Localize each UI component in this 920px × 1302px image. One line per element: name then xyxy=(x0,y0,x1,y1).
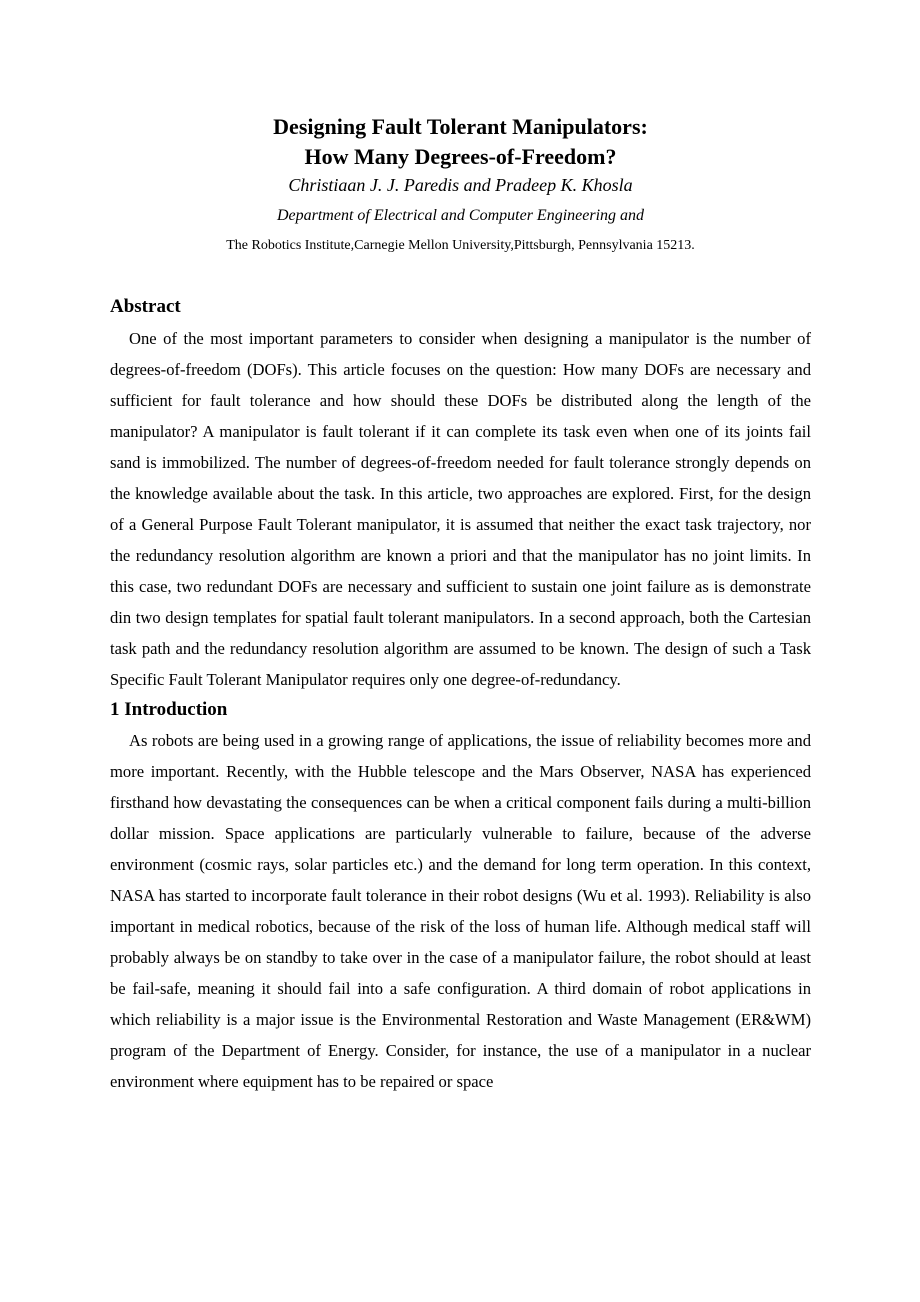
institution-line: The Robotics Institute,Carnegie Mellon University,Pittsburgh, Pennsylvania 15213. xyxy=(226,238,695,253)
title-line-2: How Many Degrees-of-Freedom? xyxy=(304,144,617,169)
title-line-1: Designing Fault Tolerant Manipulators: xyxy=(273,114,648,139)
department-line: Department of Electrical and Computer Engineering and xyxy=(276,207,645,224)
authors-line: Christiaan J. J. Paredis and Pradeep K. Khosla xyxy=(288,175,633,195)
introduction-heading: 1 Introduction xyxy=(110,699,228,720)
abstract-heading: Abstract xyxy=(110,296,181,317)
paper-title xyxy=(110,112,811,172)
page-content xyxy=(110,112,811,1097)
abstract-body: One of the most important parameters to consider when designing a manipulator is the number of degrees-of-freedom (DOFs). This article focuses on the question: How many DOFs are necessary and sufficient for fault tolerance and how should these DOFs be distributed along the length of the manipulator? A manipulator is fault tolerant if it can complete its task even when one of its joints fail sand is immobilized. The number of degrees-of-freedom needed for fault tolerance strongly depends on the knowledge available about the task. In this article, two approaches are explored. First, for the design of a General Purpose Fault Tolerant manipulator, it is assumed that neither the exact task trajectory, nor the redundancy resolution algorithm are known a priori and that the manipulator has no joint limits. In this case, two redundant DOFs are necessary and sufficient to sustain one joint failure as is demonstrate din two design templates for spatial fault tolerant manipulators. In a second approach, both the Cartesian task path and the redundancy resolution algorithm are assumed to be known. The design of such a Task Specific Fault Tolerant Manipulator requires only one degree-of-redundancy. xyxy=(110,329,811,689)
introduction-body: As robots are being used in a growing range of applications, the issue of reliability becomes more and more important. Recently, with the Hubble telescope and the Mars Observer, NASA has experienced firsthand how devastating the consequences can be when a critical component fails during a multi-billion dollar mission. Space applications are particularly vulnerable to failure, because of the adverse environment (cosmic rays, solar particles etc.) and the demand for long term operation. In this context, NASA has started to incorporate fault tolerance in their robot designs (Wu et al. 1993). Reliability is also important in medical robotics, because of the risk of the loss of human life. Although medical staff will probably always be on standby to take over in the case of a manipulator failure, the robot should at least be fail-safe, meaning it should fail into a safe configuration. A third domain of robot applications in which reliability is a major issue is the Environmental Restoration and Waste Management (ER&WM) program of the Department of Energy. Consider, for instance, the use of a manipulator in a nuclear environment where equipment has to be repaired or space xyxy=(110,731,811,1091)
